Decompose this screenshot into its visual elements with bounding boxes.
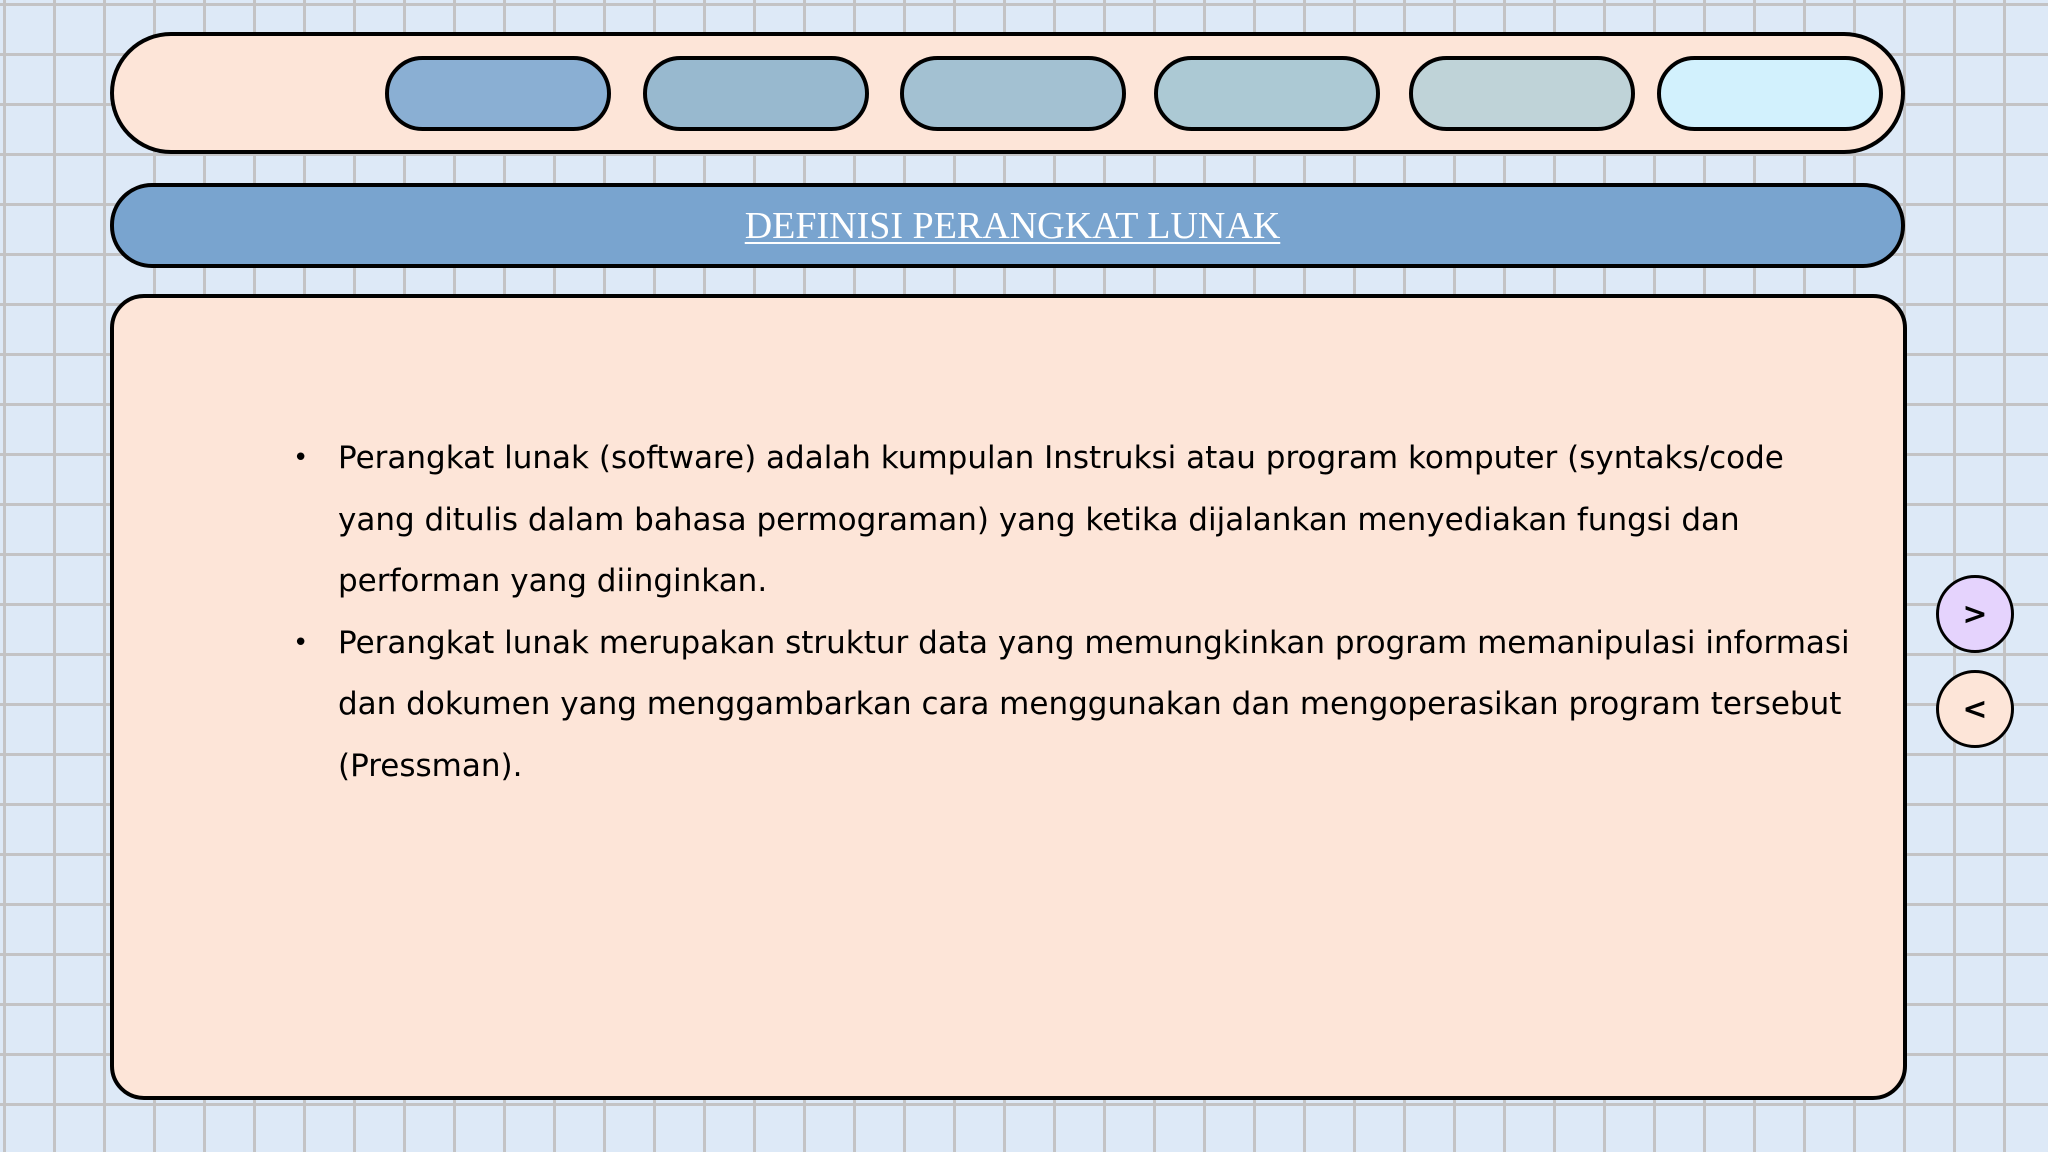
- nav-tab-2[interactable]: [643, 56, 869, 131]
- title-bar: [110, 183, 1905, 268]
- bullet-marker: •: [293, 443, 309, 473]
- bullet-text: Perangkat lunak (software) adalah kumpulan Instruksi atau program komputer (syntaks/code yang ditulis dalam bahasa permograman) yang ketika dijalankan menyediakan fungsi dan performan yang diinginkan.: [338, 440, 1784, 599]
- bullet-marker: •: [293, 627, 309, 658]
- next-button[interactable]: >: [1936, 575, 2014, 653]
- nav-bar: [110, 32, 1905, 154]
- nav-tab-5[interactable]: [1409, 56, 1635, 131]
- bullet-item-1: [293, 428, 1858, 613]
- bullet-item-2: [293, 613, 1858, 798]
- nav-tab-1[interactable]: [385, 56, 611, 131]
- nav-tab-4[interactable]: [1154, 56, 1380, 131]
- page-title: DEFINISI PERANGKAT LUNAK: [744, 204, 1281, 247]
- nav-tab-3[interactable]: [900, 56, 1126, 131]
- bullet-list: [293, 428, 1858, 797]
- bullet-text: Perangkat lunak merupakan struktur data yang memungkinkan program memanipulasi informasi dan dokumen yang menggambarkan cara menggunakan dan mengoperasikan program tersebut (Pressman).: [338, 624, 1850, 784]
- nav-tab-6[interactable]: [1657, 56, 1883, 131]
- prev-button[interactable]: <: [1936, 670, 2014, 748]
- content-panel: [110, 294, 1907, 1100]
